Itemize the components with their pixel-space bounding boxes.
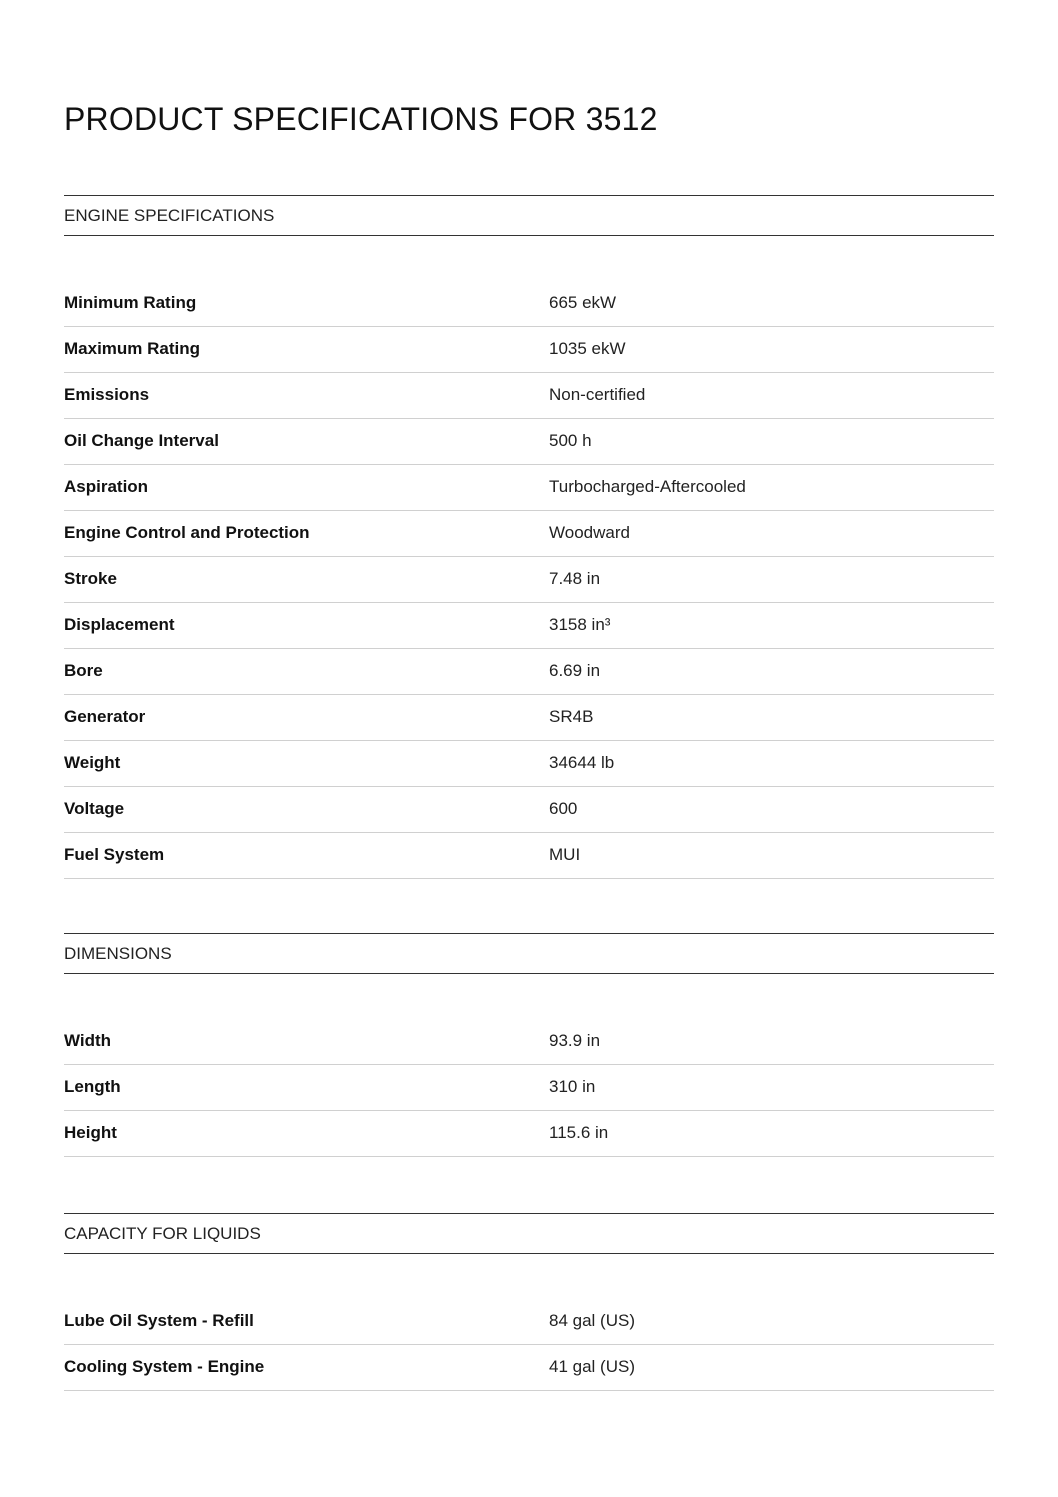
- row-divider: [64, 1156, 994, 1157]
- spec-value: Non-certified: [549, 385, 646, 404]
- spec-label: Voltage: [64, 799, 125, 818]
- spec-row: [64, 1019, 994, 1065]
- spec-table: [64, 1299, 994, 1391]
- spec-row: [64, 833, 994, 879]
- spec-row: [64, 603, 994, 649]
- section-heading: CAPACITY FOR LIQUIDS: [64, 1213, 994, 1254]
- spec-label: Height: [64, 1123, 117, 1142]
- spec-row: [64, 327, 994, 373]
- spec-label: Weight: [64, 753, 121, 772]
- spec-label: Emissions: [64, 385, 150, 404]
- spec-value: 310 in: [549, 1077, 596, 1096]
- spec-row: [64, 281, 994, 327]
- spec-row: [64, 1345, 994, 1391]
- spec-value: 1035 ekW: [549, 339, 626, 358]
- spec-value: Turbocharged-Aftercooled: [549, 477, 746, 496]
- spec-value: MUI: [549, 845, 581, 864]
- spec-value: 600: [549, 799, 578, 818]
- spec-row: [64, 465, 994, 511]
- spec-label: Oil Change Interval: [64, 431, 219, 450]
- spec-label: Length: [64, 1077, 121, 1096]
- spec-label: Bore: [64, 661, 103, 680]
- spec-label: Maximum Rating: [64, 339, 201, 358]
- spec-table: [64, 281, 994, 879]
- spec-label: Engine Control and Protection: [64, 523, 310, 542]
- section-capacity-for-liquids: [64, 1213, 994, 1391]
- spec-value: SR4B: [549, 707, 594, 726]
- spec-row: [64, 511, 994, 557]
- spec-row: [64, 649, 994, 695]
- section-dimensions: [64, 933, 994, 1157]
- section-heading: DIMENSIONS: [64, 933, 994, 974]
- spec-label: Width: [64, 1031, 112, 1050]
- spec-row: [64, 1111, 994, 1157]
- spec-table: [64, 1019, 994, 1157]
- spec-row: [64, 1065, 994, 1111]
- spec-label: Generator: [64, 707, 146, 726]
- spec-row: [64, 787, 994, 833]
- spec-label: Lube Oil System - Refill: [64, 1311, 254, 1330]
- spec-value: 34644 lb: [549, 753, 615, 772]
- spec-label: Stroke: [64, 569, 117, 588]
- row-divider: [64, 1390, 994, 1391]
- spec-row: [64, 741, 994, 787]
- spec-value: 6.69 in: [549, 661, 601, 680]
- spec-value: 7.48 in: [549, 569, 601, 588]
- spec-value: 500 h: [549, 431, 592, 450]
- spec-value: 665 ekW: [549, 293, 617, 312]
- spec-row: [64, 695, 994, 741]
- spec-value: 3158 in³: [549, 615, 611, 634]
- spec-value: 93.9 in: [549, 1031, 601, 1050]
- section-engine-specifications: [64, 195, 994, 879]
- spec-value: 84 gal (US): [549, 1311, 635, 1330]
- row-divider: [64, 878, 994, 879]
- spec-row: [64, 373, 994, 419]
- spec-row: [64, 419, 994, 465]
- page-title: PRODUCT SPECIFICATIONS FOR 3512: [64, 101, 658, 137]
- spec-label: Minimum Rating: [64, 293, 197, 312]
- spec-label: Displacement: [64, 615, 175, 634]
- spec-label: Fuel System: [64, 845, 165, 864]
- spec-value: 115.6 in: [549, 1123, 609, 1142]
- spec-value: Woodward: [549, 523, 630, 542]
- spec-label: Cooling System - Engine: [64, 1357, 265, 1376]
- spec-label: Aspiration: [64, 477, 149, 496]
- spec-row: [64, 1299, 994, 1345]
- spec-row: [64, 557, 994, 603]
- spec-value: 41 gal (US): [549, 1357, 635, 1376]
- section-heading: ENGINE SPECIFICATIONS: [64, 195, 994, 236]
